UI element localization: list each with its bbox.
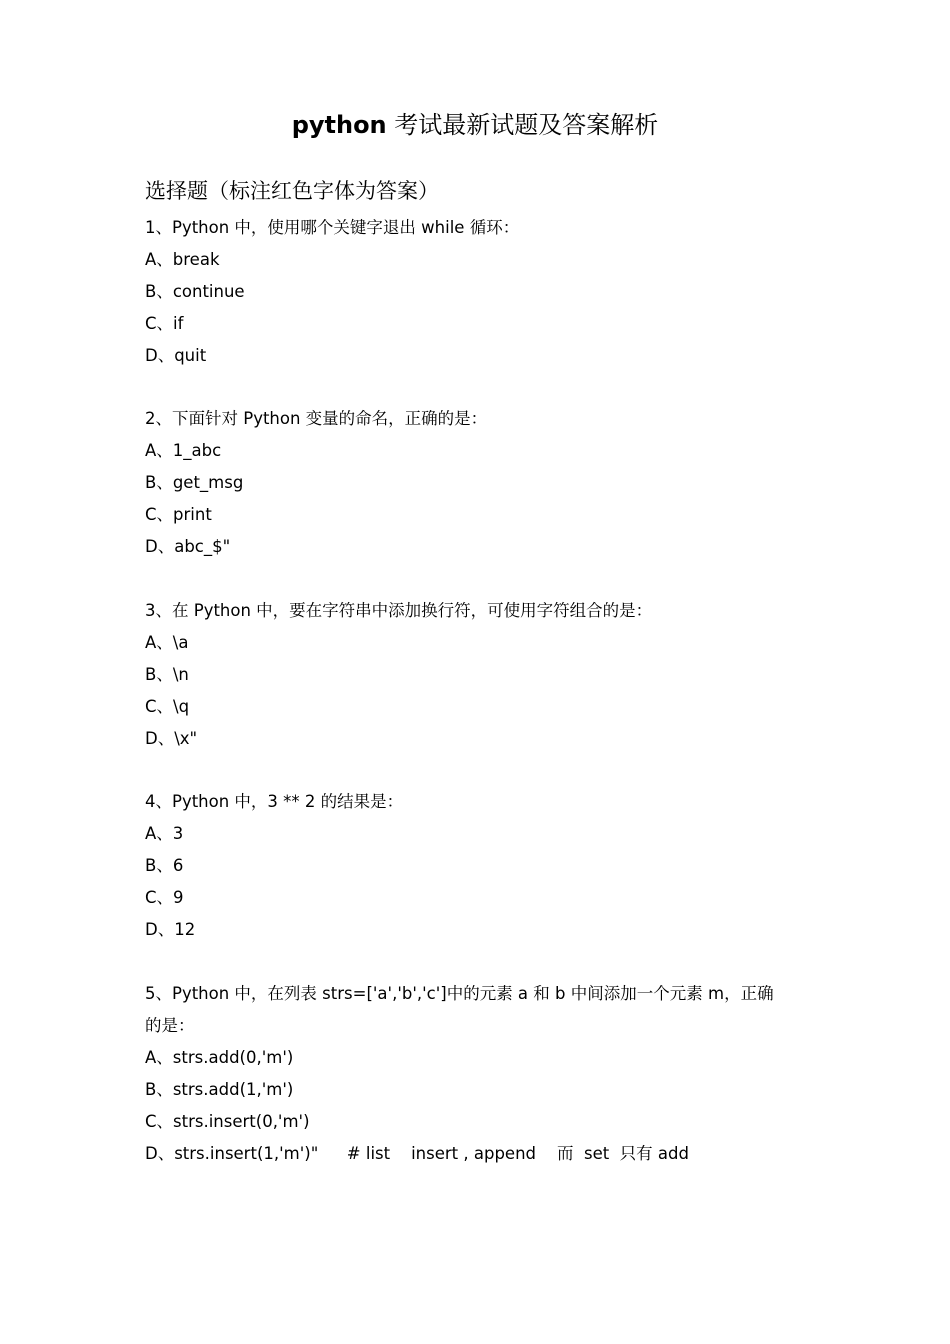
question-1-option-c: C、if xyxy=(145,314,184,333)
question-5-option-d-row xyxy=(145,1143,689,1165)
question-5-stem-line-2: 的是： xyxy=(145,1016,195,1035)
question-4-option-d: D、12 xyxy=(145,920,196,939)
question-4-option-c: C、9 xyxy=(145,888,184,907)
question-5-option-a: A、strs.add(0,'m') xyxy=(145,1048,294,1067)
question-1-option-b: B、continue xyxy=(145,282,245,301)
question-5-note: # list insert , append 而 set 只有 add xyxy=(346,1144,689,1163)
question-2-option-a: A、1_abc xyxy=(145,441,222,460)
question-4-option-b: B、6 xyxy=(145,856,184,875)
question-5-option-c: C、strs.insert(0,'m') xyxy=(145,1112,310,1131)
question-1-option-d: D、quit xyxy=(145,346,207,365)
title-latin: python xyxy=(291,111,387,139)
question-4-option-a: A、3 xyxy=(145,824,184,843)
question-3-option-c: C、\q xyxy=(145,697,190,716)
question-5-option-b: B、strs.add(1,'m') xyxy=(145,1080,294,1099)
document-title xyxy=(0,108,950,142)
title-chinese: 考试最新试题及答案解析 xyxy=(394,111,659,139)
question-2-stem: 2、下面针对 Python 变量的命名，正确的是： xyxy=(145,409,488,428)
question-1-option-a: A、break xyxy=(145,250,220,269)
question-5-stem-line-1: 5、Python 中，在列表 strs=['a','b','c']中的元素 a 和 b 中间添加一个元素 m，正确 xyxy=(145,984,774,1003)
question-2-option-b: B、get_msg xyxy=(145,473,244,492)
question-4-stem: 4、Python 中，3 ** 2 的结果是： xyxy=(145,792,404,811)
question-5-option-d: D、strs.insert(1,'m')" xyxy=(145,1144,319,1163)
question-3-option-d: D、\x" xyxy=(145,729,198,748)
question-3-option-a: A、\a xyxy=(145,633,189,652)
question-2-option-d: D、abc_$" xyxy=(145,537,231,556)
question-3-option-b: B、\n xyxy=(145,665,189,684)
question-3-stem: 3、在 Python 中，要在字符串中添加换行符，可使用字符组合的是： xyxy=(145,601,653,620)
section-heading: 选择题（标注红色字体为答案） xyxy=(145,179,439,203)
question-2-option-c: C、print xyxy=(145,505,212,524)
question-1-stem: 1、Python 中，使用哪个关键字退出 while 循环： xyxy=(145,218,520,237)
